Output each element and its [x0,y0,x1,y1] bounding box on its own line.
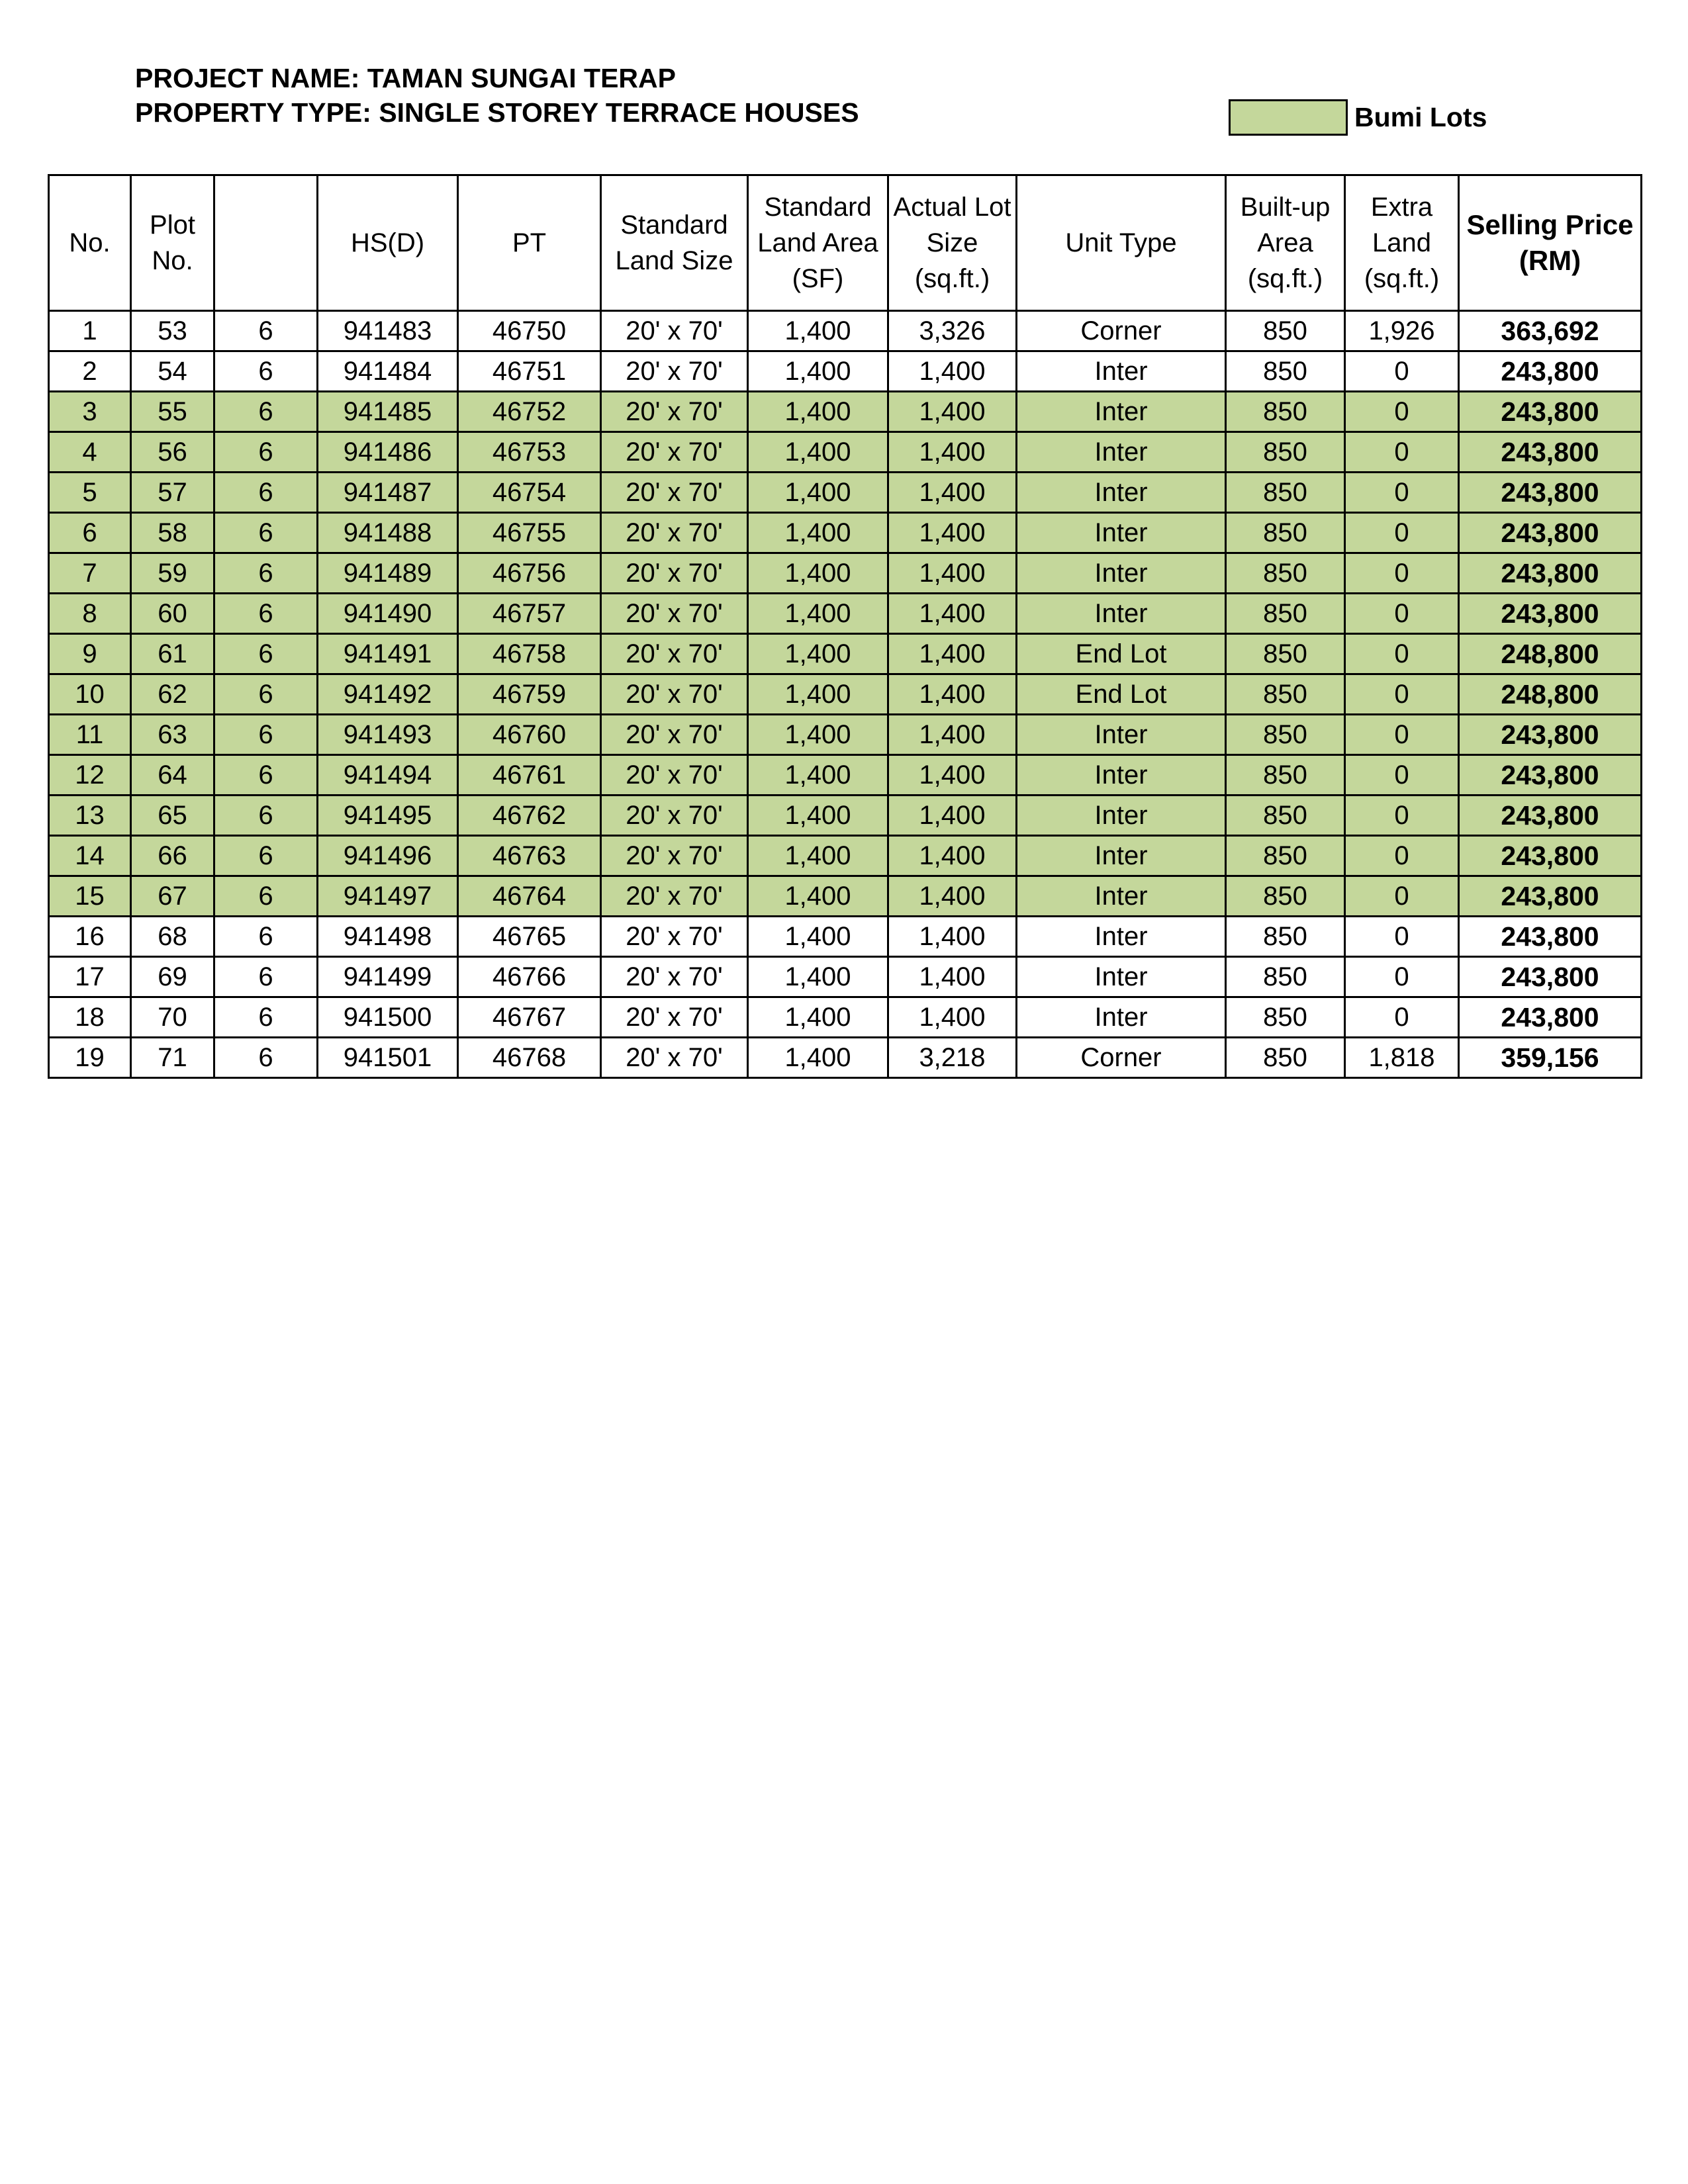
cell-hsd: 941496 [318,836,458,876]
cell-no: 6 [49,513,131,553]
cell-pt: 46756 [458,553,601,594]
cell-actual-lot-size: 1,400 [888,997,1017,1038]
cell-actual-lot-size: 1,400 [888,432,1017,473]
cell-no: 1 [49,311,131,351]
cell-standard-land-area: 1,400 [748,997,888,1038]
table-row [49,1038,1642,1078]
cell-standard-land-area: 1,400 [748,755,888,796]
cell-extra-land: 0 [1345,553,1459,594]
cell-extra-land: 0 [1345,594,1459,634]
cell-no: 11 [49,715,131,755]
cell-hsd: 941484 [318,351,458,392]
cell-selling-price: 363,692 [1459,311,1642,351]
cell-column-3: 6 [214,715,318,755]
cell-actual-lot-size: 1,400 [888,957,1017,997]
cell-column-3: 6 [214,876,318,917]
cell-actual-lot-size: 1,400 [888,876,1017,917]
cell-built-up-area: 850 [1226,674,1345,715]
cell-hsd: 941494 [318,755,458,796]
table-row [49,997,1642,1038]
cell-built-up-area: 850 [1226,432,1345,473]
cell-unit-type: Inter [1017,796,1226,836]
column-header: No. [49,175,131,311]
cell-column-3: 6 [214,594,318,634]
table-row [49,553,1642,594]
cell-unit-type: Inter [1017,715,1226,755]
cell-unit-type: Inter [1017,473,1226,513]
cell-selling-price: 359,156 [1459,1038,1642,1078]
cell-standard-land-area: 1,400 [748,876,888,917]
cell-unit-type: Inter [1017,513,1226,553]
cell-selling-price: 243,800 [1459,876,1642,917]
cell-hsd: 941491 [318,634,458,674]
cell-column-3: 6 [214,997,318,1038]
cell-column-3: 6 [214,392,318,432]
table-row [49,674,1642,715]
cell-plot-no: 54 [131,351,214,392]
cell-actual-lot-size: 1,400 [888,634,1017,674]
cell-extra-land: 0 [1345,432,1459,473]
table-row [49,957,1642,997]
cell-standard-land-area: 1,400 [748,553,888,594]
cell-no: 19 [49,1038,131,1078]
cell-hsd: 941499 [318,957,458,997]
cell-hsd: 941493 [318,715,458,755]
cell-extra-land: 0 [1345,513,1459,553]
cell-standard-land-size: 20' x 70' [601,997,748,1038]
cell-selling-price: 243,800 [1459,836,1642,876]
table-row [49,836,1642,876]
cell-unit-type: Inter [1017,876,1226,917]
cell-column-3: 6 [214,917,318,957]
cell-hsd: 941485 [318,392,458,432]
cell-standard-land-area: 1,400 [748,715,888,755]
column-header: Unit Type [1017,175,1226,311]
table-row [49,715,1642,755]
cell-no: 12 [49,755,131,796]
cell-column-3: 6 [214,796,318,836]
document-header [135,61,859,130]
cell-actual-lot-size: 1,400 [888,513,1017,553]
lots-table [48,174,1642,1079]
cell-selling-price: 243,800 [1459,755,1642,796]
cell-column-3: 6 [214,755,318,796]
cell-standard-land-size: 20' x 70' [601,311,748,351]
cell-column-3: 6 [214,432,318,473]
cell-no: 9 [49,634,131,674]
cell-no: 7 [49,553,131,594]
cell-no: 13 [49,796,131,836]
cell-hsd: 941500 [318,997,458,1038]
table-row [49,917,1642,957]
cell-column-3: 6 [214,351,318,392]
cell-pt: 46761 [458,755,601,796]
cell-built-up-area: 850 [1226,634,1345,674]
cell-unit-type: Inter [1017,351,1226,392]
cell-standard-land-size: 20' x 70' [601,351,748,392]
table-row [49,755,1642,796]
cell-extra-land: 0 [1345,715,1459,755]
cell-pt: 46757 [458,594,601,634]
cell-unit-type: End Lot [1017,674,1226,715]
cell-extra-land: 0 [1345,796,1459,836]
cell-no: 4 [49,432,131,473]
cell-standard-land-size: 20' x 70' [601,473,748,513]
cell-selling-price: 248,800 [1459,674,1642,715]
cell-standard-land-size: 20' x 70' [601,796,748,836]
cell-hsd: 941488 [318,513,458,553]
cell-plot-no: 61 [131,634,214,674]
cell-unit-type: Inter [1017,392,1226,432]
cell-pt: 46752 [458,392,601,432]
cell-actual-lot-size: 3,326 [888,311,1017,351]
cell-selling-price: 243,800 [1459,594,1642,634]
cell-plot-no: 62 [131,674,214,715]
table-row [49,796,1642,836]
cell-no: 8 [49,594,131,634]
cell-standard-land-area: 1,400 [748,796,888,836]
cell-no: 3 [49,392,131,432]
cell-actual-lot-size: 1,400 [888,553,1017,594]
cell-unit-type: Inter [1017,997,1226,1038]
cell-actual-lot-size: 3,218 [888,1038,1017,1078]
cell-standard-land-size: 20' x 70' [601,917,748,957]
cell-plot-no: 68 [131,917,214,957]
cell-extra-land: 1,926 [1345,311,1459,351]
cell-built-up-area: 850 [1226,1038,1345,1078]
cell-pt: 46755 [458,513,601,553]
cell-extra-land: 0 [1345,392,1459,432]
cell-hsd: 941489 [318,553,458,594]
cell-pt: 46753 [458,432,601,473]
cell-no: 10 [49,674,131,715]
cell-hsd: 941501 [318,1038,458,1078]
cell-selling-price: 243,800 [1459,392,1642,432]
cell-built-up-area: 850 [1226,351,1345,392]
cell-selling-price: 248,800 [1459,634,1642,674]
column-header: Actual Lot Size (sq.ft.) [888,175,1017,311]
cell-hsd: 941486 [318,432,458,473]
cell-column-3: 6 [214,674,318,715]
cell-standard-land-size: 20' x 70' [601,553,748,594]
cell-extra-land: 0 [1345,997,1459,1038]
cell-plot-no: 65 [131,796,214,836]
table-row [49,513,1642,553]
cell-hsd: 941498 [318,917,458,957]
cell-extra-land: 0 [1345,351,1459,392]
cell-column-3: 6 [214,1038,318,1078]
cell-plot-no: 53 [131,311,214,351]
cell-standard-land-size: 20' x 70' [601,1038,748,1078]
cell-standard-land-area: 1,400 [748,513,888,553]
cell-no: 5 [49,473,131,513]
cell-selling-price: 243,800 [1459,473,1642,513]
cell-pt: 46768 [458,1038,601,1078]
cell-standard-land-size: 20' x 70' [601,594,748,634]
cell-built-up-area: 850 [1226,392,1345,432]
cell-plot-no: 71 [131,1038,214,1078]
cell-built-up-area: 850 [1226,553,1345,594]
cell-hsd: 941492 [318,674,458,715]
cell-unit-type: Inter [1017,917,1226,957]
cell-built-up-area: 850 [1226,473,1345,513]
cell-actual-lot-size: 1,400 [888,392,1017,432]
cell-no: 16 [49,917,131,957]
cell-plot-no: 70 [131,997,214,1038]
cell-built-up-area: 850 [1226,917,1345,957]
cell-column-3: 6 [214,311,318,351]
cell-standard-land-size: 20' x 70' [601,836,748,876]
cell-standard-land-area: 1,400 [748,674,888,715]
cell-built-up-area: 850 [1226,796,1345,836]
cell-unit-type: Corner [1017,311,1226,351]
cell-actual-lot-size: 1,400 [888,836,1017,876]
cell-selling-price: 243,800 [1459,513,1642,553]
cell-built-up-area: 850 [1226,513,1345,553]
cell-pt: 46762 [458,796,601,836]
cell-pt: 46767 [458,997,601,1038]
cell-selling-price: 243,800 [1459,917,1642,957]
cell-standard-land-size: 20' x 70' [601,432,748,473]
cell-built-up-area: 850 [1226,311,1345,351]
cell-standard-land-area: 1,400 [748,351,888,392]
cell-extra-land: 1,818 [1345,1038,1459,1078]
cell-pt: 46750 [458,311,601,351]
cell-standard-land-size: 20' x 70' [601,755,748,796]
cell-pt: 46766 [458,957,601,997]
cell-actual-lot-size: 1,400 [888,917,1017,957]
column-header: Extra Land (sq.ft.) [1345,175,1459,311]
cell-actual-lot-size: 1,400 [888,674,1017,715]
cell-plot-no: 64 [131,755,214,796]
table-row [49,392,1642,432]
cell-extra-land: 0 [1345,755,1459,796]
cell-extra-land: 0 [1345,957,1459,997]
cell-extra-land: 0 [1345,836,1459,876]
cell-pt: 46754 [458,473,601,513]
table-row [49,311,1642,351]
table-row [49,351,1642,392]
cell-plot-no: 67 [131,876,214,917]
cell-column-3: 6 [214,513,318,553]
cell-built-up-area: 850 [1226,594,1345,634]
cell-built-up-area: 850 [1226,876,1345,917]
cell-unit-type: Corner [1017,1038,1226,1078]
table-row [49,432,1642,473]
cell-actual-lot-size: 1,400 [888,715,1017,755]
cell-plot-no: 60 [131,594,214,634]
cell-plot-no: 56 [131,432,214,473]
column-header: PT [458,175,601,311]
cell-unit-type: End Lot [1017,634,1226,674]
cell-plot-no: 66 [131,836,214,876]
cell-standard-land-size: 20' x 70' [601,876,748,917]
cell-built-up-area: 850 [1226,755,1345,796]
cell-no: 2 [49,351,131,392]
cell-standard-land-area: 1,400 [748,957,888,997]
cell-selling-price: 243,800 [1459,553,1642,594]
cell-actual-lot-size: 1,400 [888,755,1017,796]
cell-column-3: 6 [214,957,318,997]
cell-extra-land: 0 [1345,917,1459,957]
cell-hsd: 941497 [318,876,458,917]
cell-plot-no: 59 [131,553,214,594]
cell-actual-lot-size: 1,400 [888,473,1017,513]
column-header: Built-up Area (sq.ft.) [1226,175,1345,311]
cell-selling-price: 243,800 [1459,997,1642,1038]
cell-unit-type: Inter [1017,594,1226,634]
column-header: HS(D) [318,175,458,311]
column-header: Plot No. [131,175,214,311]
cell-pt: 46765 [458,917,601,957]
cell-built-up-area: 850 [1226,836,1345,876]
cell-standard-land-area: 1,400 [748,311,888,351]
cell-no: 15 [49,876,131,917]
cell-pt: 46759 [458,674,601,715]
bumi-lots-swatch [1229,99,1348,136]
cell-extra-land: 0 [1345,634,1459,674]
cell-column-3: 6 [214,473,318,513]
cell-column-3: 6 [214,634,318,674]
cell-column-3: 6 [214,836,318,876]
cell-plot-no: 55 [131,392,214,432]
table-header-row [49,175,1642,311]
cell-standard-land-area: 1,400 [748,917,888,957]
cell-selling-price: 243,800 [1459,796,1642,836]
table-row [49,594,1642,634]
cell-hsd: 941490 [318,594,458,634]
legend [1229,99,1487,136]
column-header [214,175,318,311]
cell-plot-no: 69 [131,957,214,997]
table-body [49,311,1642,1078]
cell-no: 14 [49,836,131,876]
cell-standard-land-area: 1,400 [748,836,888,876]
cell-hsd: 941483 [318,311,458,351]
cell-plot-no: 58 [131,513,214,553]
cell-standard-land-size: 20' x 70' [601,513,748,553]
cell-standard-land-size: 20' x 70' [601,715,748,755]
cell-pt: 46764 [458,876,601,917]
cell-unit-type: Inter [1017,553,1226,594]
property-type: PROPERTY TYPE: SINGLE STOREY TERRACE HOUSES [135,97,859,128]
cell-actual-lot-size: 1,400 [888,796,1017,836]
cell-pt: 46760 [458,715,601,755]
column-header: Standard Land Size [601,175,748,311]
table-row [49,634,1642,674]
cell-standard-land-area: 1,400 [748,634,888,674]
cell-built-up-area: 850 [1226,715,1345,755]
cell-standard-land-size: 20' x 70' [601,634,748,674]
cell-standard-land-size: 20' x 70' [601,674,748,715]
cell-selling-price: 243,800 [1459,432,1642,473]
cell-selling-price: 243,800 [1459,351,1642,392]
cell-unit-type: Inter [1017,957,1226,997]
cell-standard-land-size: 20' x 70' [601,957,748,997]
cell-column-3: 6 [214,553,318,594]
cell-selling-price: 243,800 [1459,715,1642,755]
cell-plot-no: 63 [131,715,214,755]
table-row [49,473,1642,513]
cell-no: 17 [49,957,131,997]
cell-plot-no: 57 [131,473,214,513]
cell-actual-lot-size: 1,400 [888,594,1017,634]
cell-standard-land-area: 1,400 [748,432,888,473]
cell-standard-land-area: 1,400 [748,594,888,634]
column-header: Selling Price (RM) [1459,175,1642,311]
cell-pt: 46763 [458,836,601,876]
cell-built-up-area: 850 [1226,957,1345,997]
cell-extra-land: 0 [1345,674,1459,715]
cell-extra-land: 0 [1345,876,1459,917]
cell-pt: 46751 [458,351,601,392]
cell-no: 18 [49,997,131,1038]
cell-unit-type: Inter [1017,432,1226,473]
cell-hsd: 941487 [318,473,458,513]
cell-standard-land-area: 1,400 [748,1038,888,1078]
table-row [49,876,1642,917]
cell-actual-lot-size: 1,400 [888,351,1017,392]
project-name: PROJECT NAME: TAMAN SUNGAI TERAP [135,63,676,93]
cell-extra-land: 0 [1345,473,1459,513]
cell-selling-price: 243,800 [1459,957,1642,997]
cell-standard-land-area: 1,400 [748,392,888,432]
cell-standard-land-area: 1,400 [748,473,888,513]
cell-built-up-area: 850 [1226,997,1345,1038]
cell-pt: 46758 [458,634,601,674]
column-header: Standard Land Area (SF) [748,175,888,311]
cell-standard-land-size: 20' x 70' [601,392,748,432]
cell-unit-type: Inter [1017,836,1226,876]
legend-label: Bumi Lots [1354,102,1487,132]
cell-hsd: 941495 [318,796,458,836]
cell-unit-type: Inter [1017,755,1226,796]
